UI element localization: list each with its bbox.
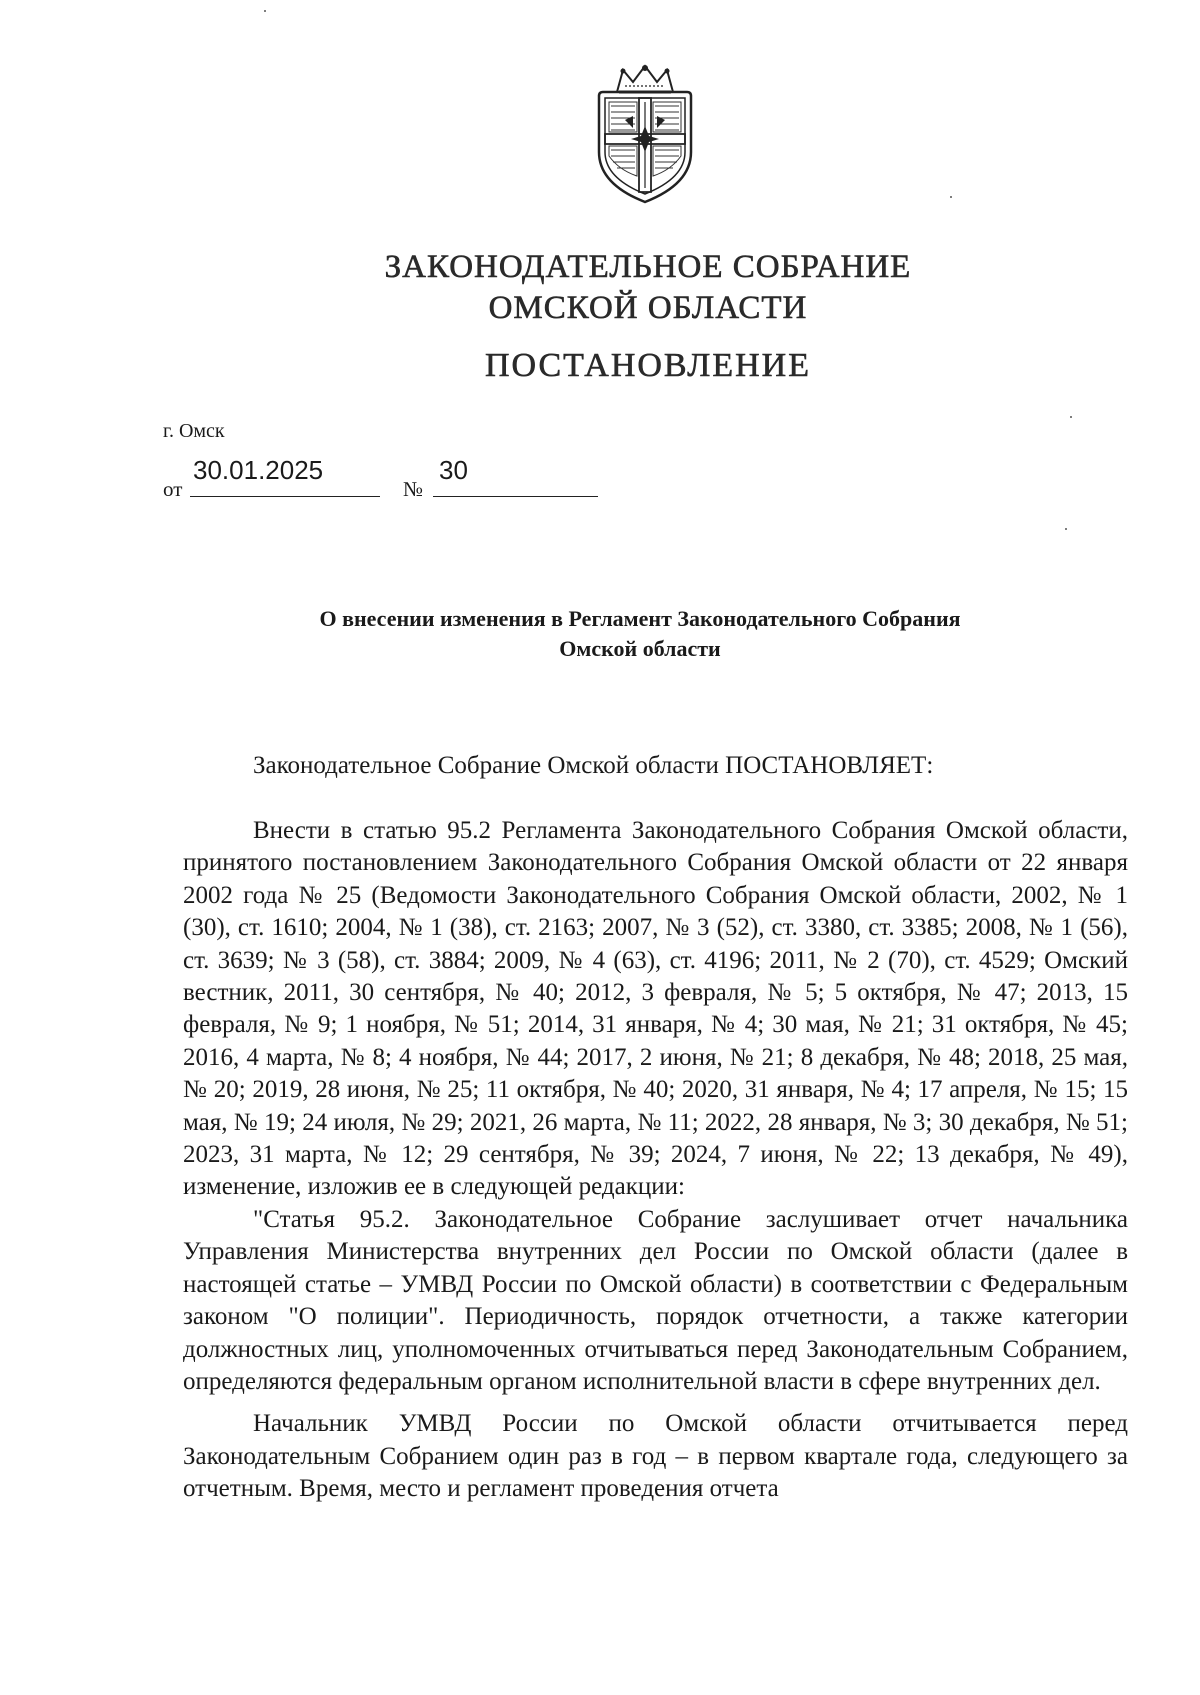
organization-name-line1: ЗАКОНОДАТЕЛЬНОЕ СОБРАНИЕ	[384, 249, 912, 285]
number-prefix: №	[403, 477, 424, 501]
resolve-statement: Законодательное Собрание Омской области ПОСТАНОВЛЯЕТ:	[253, 752, 934, 779]
subject-line1: О внесении изменения в Регламент Законодательного Собрания	[319, 606, 961, 631]
document-date: 30.01.2025	[193, 455, 324, 485]
document-subject	[200, 604, 1080, 664]
scan-speck	[1070, 416, 1072, 418]
document-number: 30	[439, 455, 468, 485]
scan-speck	[264, 10, 266, 12]
date-number-row	[163, 455, 603, 499]
document-type-title: ПОСТАНОВЛЕНИЕ	[484, 347, 812, 384]
date-underline	[190, 496, 380, 497]
organization-name-line2: ОМСКОЙ ОБЛАСТИ	[488, 290, 808, 326]
scan-speck	[950, 196, 952, 198]
body-paragraph-2: "Статья 95.2. Законодательное Собрание заслушивает отчет начальника Управления Министерства внутренних дел России по Омской области (далее в настоящей статье – УМВД России по Омской области) в соответствии с Федеральным законом "О полиции". Периодичность, порядок отчетности, а также категории должностных лиц, уполномоченных отчитываться перед Законодательным Собранием, определяются федеральным органом исполнительной власти в сфере внутренних дел.	[183, 1205, 1128, 1395]
number-underline	[433, 496, 598, 497]
body-paragraph-3: Начальник УМВД России по Омской области отчитывается перед Законодательным Собранием один раз в год – в первом квартале года, следующего за отчетным. Время, место и регламент проведения отчета	[183, 1410, 1128, 1503]
city-label: г. Омск	[163, 420, 225, 442]
omsk-coat-of-arms-icon	[589, 62, 701, 204]
scan-speck	[1065, 528, 1067, 530]
body-paragraph-1: Внести в статью 95.2 Регламента Законодательного Собрания Омской области, принятого постановлением Законодательного Собрания Омской области от 22 января 2002 года № 25 (Ведомости Законодательного Собрания Омской области, 2002, № 1 (30), ст. 1610; 2004, № 1 (38), ст. 2163; 2007, № 3 (52), ст. 3380, ст. 3385; 2008, № 1 (56), ст. 3639; № 3 (58), ст. 3884; 2009, № 4 (63), ст. 4196; 2011, № 2 (70), ст. 4529; Омский вестник, 2011, 30 сентября, № 40; 2012, 3 февраля, № 5; 5 октября, № 47; 2013, 15 февраля, № 9; 1 ноября, № 51; 2014, 31 января, № 4; 30 мая, № 21; 31 октября, № 45; 2016, 4 марта, № 8; 4 ноября, № 44; 2017, 2 июня, № 21; 8 декабря, № 48; 2018, 25 мая, № 20; 2019, 28 июня, № 25; 11 октября, № 40; 2020, 31 января, № 4; 17 апреля, № 15; 15 мая, № 19; 24 июля, № 29; 2021, 26 марта, № 11; 2022, 28 января, № 3; 30 декабря, № 51; 2023, 31 марта, № 12; 29 сентября, № 39; 2024, 7 июня, № 22; 13 декабря, № 49), изменение, изложив ее в следующей редакции:	[183, 817, 1128, 1201]
document-body	[183, 815, 1128, 1506]
subject-line2: Омской области	[559, 636, 721, 661]
date-prefix: от	[163, 477, 183, 501]
